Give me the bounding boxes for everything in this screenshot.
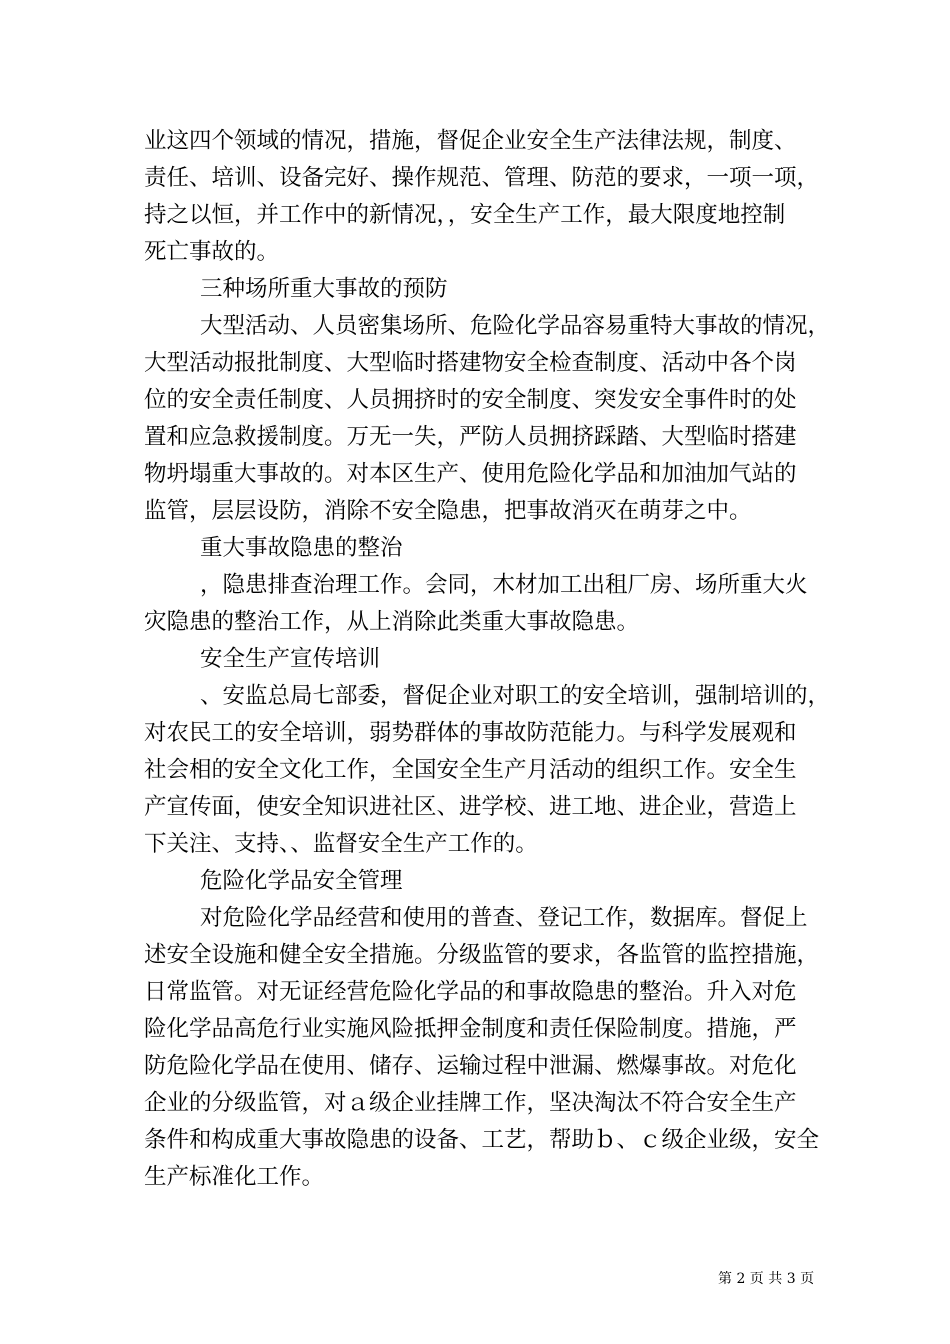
text-line: 持之以恒，并工作中的新情况，，安全生产工作，最大限度地控制 <box>144 202 786 228</box>
section-heading: 重大事故隐患的整治 <box>200 535 403 561</box>
section-heading: 危险化学品安全管理 <box>200 868 403 894</box>
page-number: 第 2 页 共 3 页 <box>718 1271 815 1287</box>
text-line: 防危险化学品在使用、储存、运输过程中泄漏、燃爆事故。对危化 <box>144 1053 797 1079</box>
text-line: ，隐患排查治理工作。会同，木材加工出租厂房、场所重大火 <box>200 572 808 598</box>
text-line: 险化学品高危行业实施风险抵押金制度和责任保险制度。措施，严 <box>144 1016 797 1042</box>
section-heading: 安全生产宣传培训 <box>200 646 381 672</box>
text-line: 条件和构成重大事故隐患的设备、工艺，帮助ｂ、ｃ级企业级，安全 <box>144 1127 820 1153</box>
text-line: 产宣传面，使安全知识进社区、进学校、进工地、进企业，营造上 <box>144 794 797 820</box>
text-line: 企业的分级监管，对ａ级企业挂牌工作，坚决淘汰不符合安全生产 <box>144 1090 797 1116</box>
text-line: 大型活动、人员密集场所、危险化学品容易重特大事故的情况， <box>200 313 831 339</box>
section-heading: 三种场所重大事故的预防 <box>200 276 448 302</box>
text-line: 物坍塌重大事故的。对本区生产、使用危险化学品和加油加气站的 <box>144 461 797 487</box>
text-line: 死亡事故的。 <box>144 239 280 265</box>
text-line: 下关注、支持、、监督安全生产工作的。 <box>144 831 538 857</box>
text-line: 日常监管。对无证经营危险化学品的和事故隐患的整治。升入对危 <box>144 979 797 1005</box>
text-line: 对农民工的安全培训，弱势群体的事故防范能力。与科学发展观和 <box>144 720 797 746</box>
text-line: 责任、培训、设备完好、操作规范、管理、防范的要求，一项一项， <box>144 165 820 191</box>
text-line: 置和应急救援制度。万无一失，严防人员拥挤踩踏、大型临时搭建 <box>144 424 797 450</box>
text-line: 、安监总局七部委，督促企业对职工的安全培训，强制培训的， <box>200 683 831 709</box>
text-line: 社会相的安全文化工作，全国安全生产月活动的组织工作。安全生 <box>144 757 797 783</box>
text-line: 位的安全责任制度、人员拥挤时的安全制度、突发安全事件时的处 <box>144 387 797 413</box>
text-line: 业这四个领域的情况，措施，督促企业安全生产法律法规，制度、 <box>144 128 797 154</box>
text-line: 生产标准化工作。 <box>144 1164 325 1190</box>
text-line: 监管，层层设防，消除不安全隐患，把事故消灭在萌芽之中。 <box>144 498 752 524</box>
text-line: 对危险化学品经营和使用的普查、登记工作，数据库。督促上 <box>200 905 808 931</box>
text-line: 述安全设施和健全安全措施。分级监管的要求，各监管的监控措施， <box>144 942 820 968</box>
text-line: 大型活动报批制度、大型临时搭建物安全检查制度、活动中各个岗 <box>144 350 797 376</box>
text-line: 灾隐患的整治工作，从上消除此类重大事故隐患。 <box>144 609 640 635</box>
